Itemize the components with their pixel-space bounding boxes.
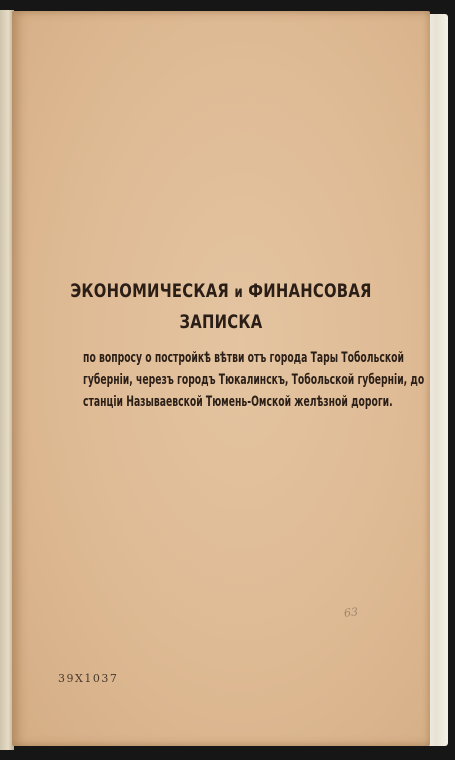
title-word-economic: ЭКОНОМИЧЕСКАЯ	[70, 280, 230, 302]
subtitle	[12, 347, 430, 413]
subtitle-line: губерніи, черезъ городъ Тюкалинскъ, Тобольской губерніи, до	[83, 372, 425, 388]
title-line-2: ЗАПИСКА	[179, 311, 263, 333]
title-word-financial: ФИНАНСОВАЯ	[248, 280, 372, 302]
document-page	[12, 11, 430, 746]
subtitle-line: станціи Называевской Тюмень-Омской желѣзной дороги.	[83, 394, 393, 410]
shelfmark: 39X1037	[58, 672, 119, 685]
pencil-note: 63	[343, 605, 359, 620]
title-line-1	[58, 276, 384, 307]
subtitle-line: по вопросу о постройкѣ вѣтви отъ города Тары Тобольской	[83, 350, 404, 366]
title-block	[12, 276, 430, 413]
title-conjunction: и	[234, 283, 243, 301]
